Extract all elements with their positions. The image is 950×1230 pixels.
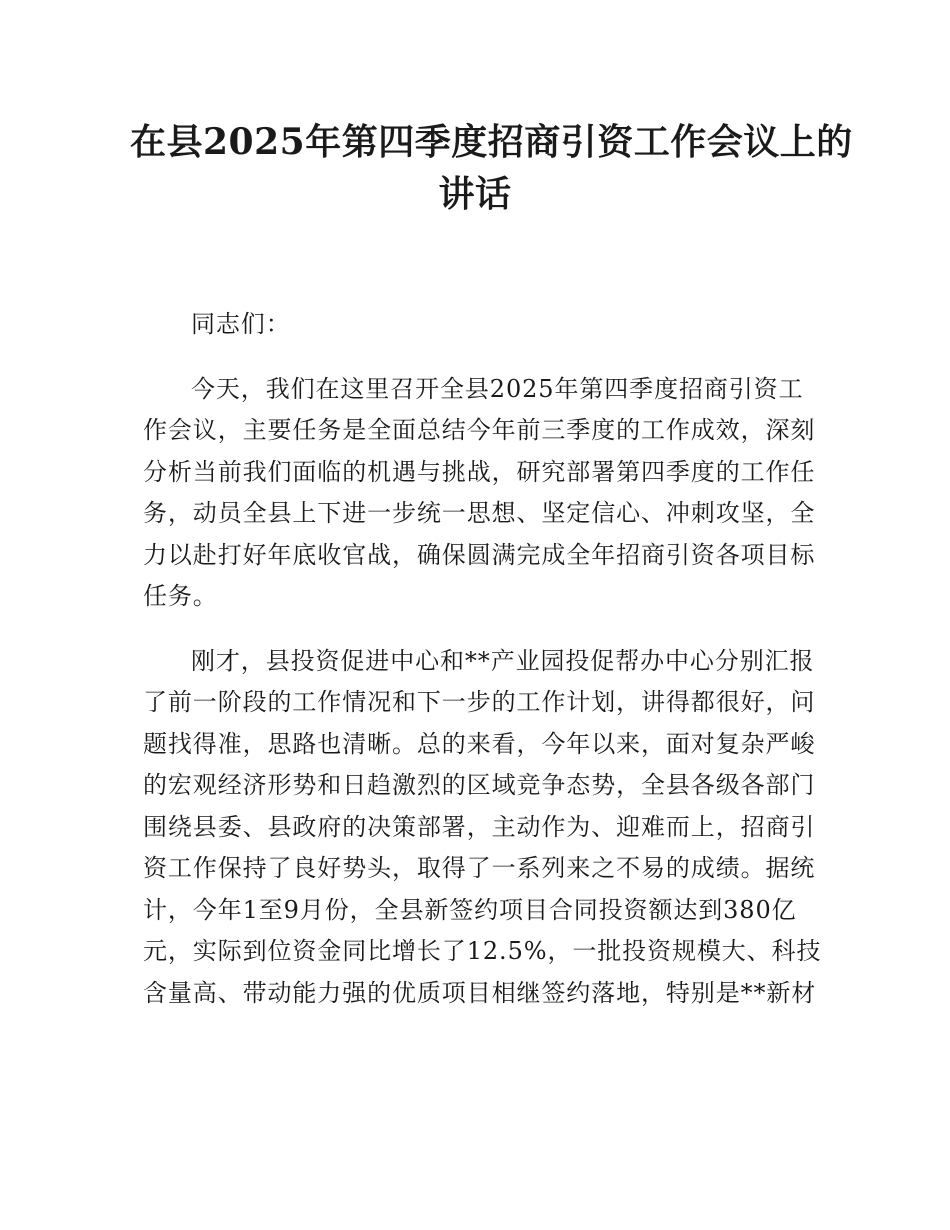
text-line: 今天，我们在这里召开全县2025年第四季度招商引资工 — [191, 374, 804, 403]
text-line: 题找得准，思路也清晰。总的来看，今年以来，面对复杂严峻 — [143, 729, 816, 758]
text-line: 务，动员全县上下进一步统一思想、坚定信心、冲刺攻坚，全 — [143, 499, 816, 527]
text-line: 了前一阶段的工作情况和下一步的工作计划，讲得都很好，问 — [143, 688, 816, 716]
title-line: 在县2025年第四季度招商引资工作会议上的 — [130, 121, 853, 163]
document-title — [130, 116, 853, 220]
paragraph-2 — [143, 641, 823, 1015]
text-line: 围绕县委、县政府的决策部署，主动作为、迎难而上，招商引 — [143, 812, 816, 841]
text-line: 任务。 — [143, 582, 218, 610]
text-line: 分析当前我们面临的机遇与挑战，研究部署第四季度的工作任 — [143, 457, 816, 486]
text-line: 计，今年1至9月份，全县新签约项目合同投资额达到380亿 — [143, 895, 797, 924]
text-line: 元，实际到位资金同比增长了12.5%，一批投资规模大、科技 — [143, 937, 822, 965]
title-line: 讲话 — [438, 173, 512, 215]
paragraph-1 — [143, 369, 823, 618]
document-body — [143, 304, 823, 1014]
text-line: 的宏观经济形势和日趋激烈的区域竞争态势，全县各级各部门 — [143, 771, 816, 799]
text-line: 含量高、带动能力强的优质项目相继签约落地，特别是**新材 — [143, 978, 817, 1007]
text-line: 力以赴打好年底收官战，确保圆满完成全年招商引资各项目标 — [143, 540, 816, 569]
text-line: 刚才，县投资促进中心和**产业园投促帮办中心分别汇报 — [191, 646, 815, 675]
text-line: 作会议，主要任务是全面总结今年前三季度的工作成效，深刻 — [143, 416, 816, 444]
greeting: 同志们： — [191, 310, 291, 338]
text-line: 资工作保持了良好势头，取得了一系列来之不易的成绩。据统 — [143, 854, 816, 882]
